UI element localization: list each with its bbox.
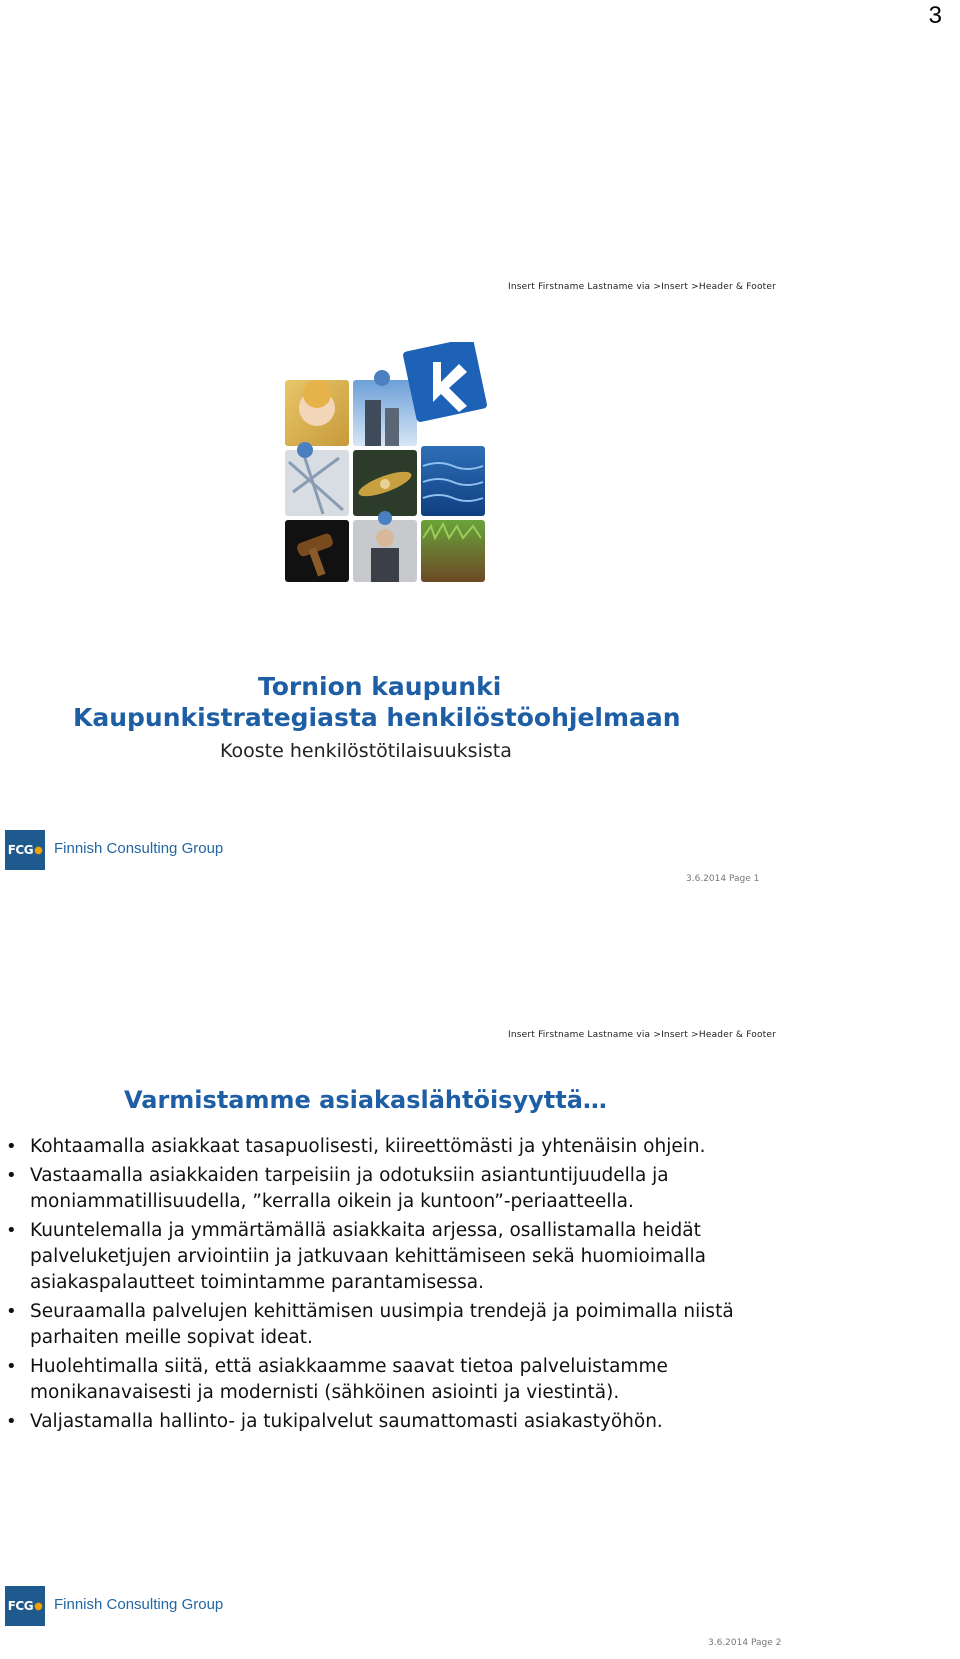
fcg-logo-mark: FCG [7, 843, 34, 857]
fcg-logo-dot: ● [34, 844, 43, 856]
fcg-logo-text: Finnish Consulting Group [54, 1596, 224, 1613]
fcg-logo-text: Finnish Consulting Group [54, 840, 224, 857]
slide1-footer: 3.6.2014 Page 1 [686, 874, 760, 884]
slide1-title-line2: Kaupunkistrategiasta henkilöstöohjelmaan [73, 703, 681, 732]
puzzle-piece-turbine [353, 450, 417, 516]
slide1-title-line1: Tornion kaupunki [258, 672, 502, 701]
fcg-logo [5, 1586, 45, 1626]
slide2-bullet-list [2, 1134, 777, 1438]
puzzle-piece-soil [421, 520, 485, 582]
slide2-footer: 3.6.2014 Page 2 [708, 1638, 782, 1648]
fcg-logo-mark: FCG [7, 1599, 34, 1613]
bullet-item: • Vastaamalla asiakkaiden tarpeisiin ja odotuksiin asiantuntijuudella ja moniammatillisuudella, ”kerralla oikein ja kuntoon”-periaatteella. [2, 1163, 777, 1215]
puzzle-piece-logo [402, 342, 487, 423]
slide2-header: Insert Firstname Lastname via >Insert >Header & Footer [508, 1030, 777, 1040]
fcg-logo-dot: ● [34, 1600, 43, 1612]
puzzle-piece-child [285, 380, 349, 446]
bullet-item: • Kohtaamalla asiakkaat tasapuolisesti, kiireettömästi ja yhtenäisin ohjein. [2, 1134, 777, 1160]
puzzle-collage-image [283, 342, 503, 587]
bullet-item: • Seuraamalla palvelujen kehittämisen uusimpia trendejä ja poimimalla niistä parhaiten meille sopivat ideat. [2, 1299, 777, 1351]
bullet-item: • Valjastamalla hallinto- ja tukipalvelut saumattomasti asiakastyöhön. [2, 1409, 777, 1435]
bullet-item: • Huolehtimalla siitä, että asiakkaamme saavat tietoa palveluistamme monikanavaisesti ja modernisti (sähköinen asiointi ja viestintä). [2, 1354, 777, 1406]
puzzle-piece-building [353, 370, 417, 446]
fcg-logo [5, 830, 45, 870]
puzzle-piece-water [421, 446, 485, 516]
puzzle-piece-gavel [285, 520, 349, 582]
bullet-item: • Kuuntelemalla ja ymmärtämällä asiakkaita arjessa, osallistamalla heidät palveluketjujen arviointiin ja jatkuvaan kehittämiseen sekä huomioimalla asiakaspalautteet toimintamme parantamisessa. [2, 1218, 777, 1296]
puzzle-piece-map [285, 442, 349, 516]
slide2-title: Varmistamme asiakaslähtöisyyttä… [124, 1086, 607, 1114]
puzzle-piece-man [353, 511, 417, 582]
slide1-subtitle: Kooste henkilöstötilaisuuksista [220, 740, 512, 762]
slide1-header: Insert Firstname Lastname via >Insert >Header & Footer [508, 282, 777, 292]
page-number: 3 [928, 2, 942, 29]
